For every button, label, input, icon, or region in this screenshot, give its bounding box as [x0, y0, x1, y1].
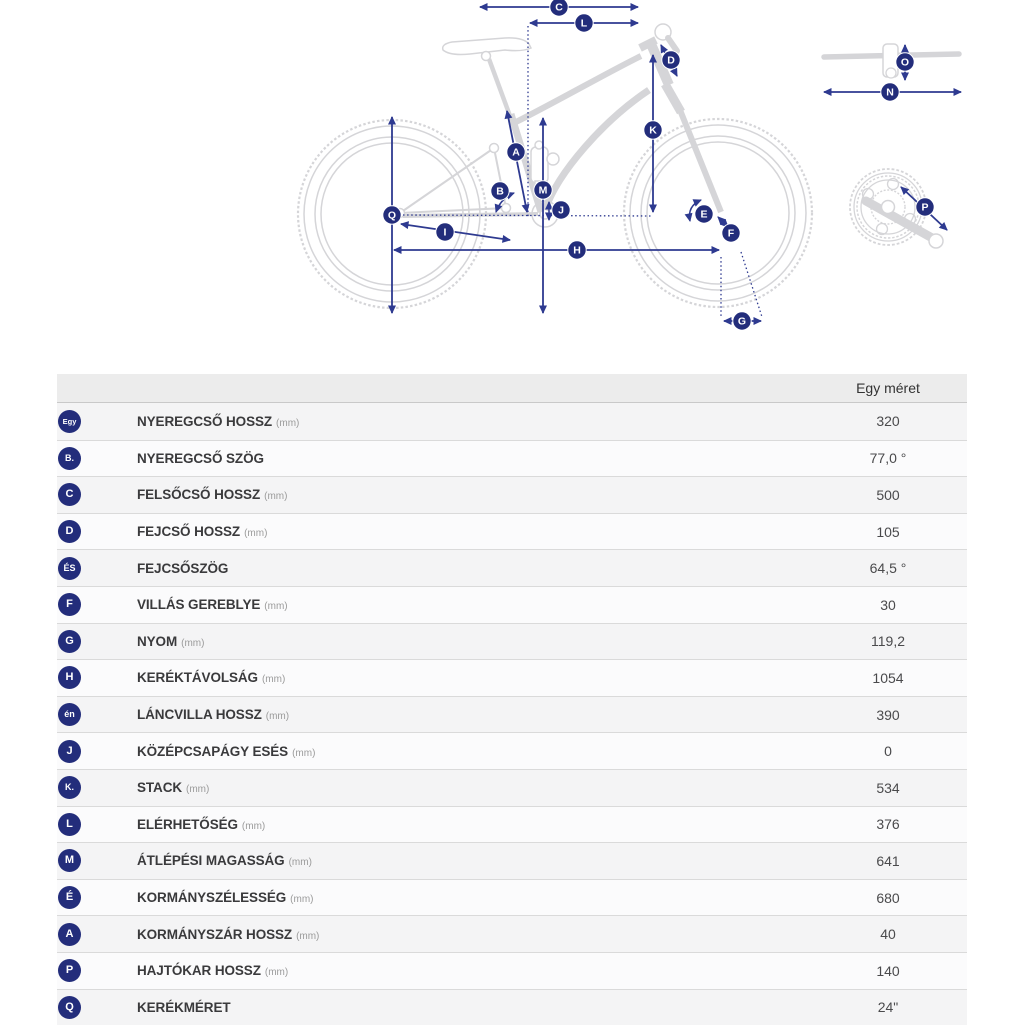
row-badge: É [58, 886, 81, 909]
table-row [57, 476, 967, 513]
label-cell [137, 1000, 809, 1015]
badge-cell [57, 813, 137, 836]
handlebar-top-view [824, 44, 959, 78]
diagram-badge-D [662, 51, 680, 69]
label-cell [137, 853, 809, 868]
svg-text:M: M [539, 185, 548, 197]
pivot [490, 144, 499, 153]
svg-text:G: G [738, 316, 746, 328]
diagram-badge-Q [383, 206, 401, 224]
label-cell [137, 597, 809, 612]
badge-cell [57, 849, 137, 872]
diagram-badge-M [534, 181, 552, 199]
row-unit: (mm) [244, 528, 267, 539]
bike-geometry-diagram [0, 0, 1024, 356]
row-badge: G [58, 630, 81, 653]
row-value: 77,0 ° [809, 450, 967, 466]
table-row [57, 549, 967, 586]
diagram-badge-J [552, 201, 570, 219]
diagram-badge-E [695, 205, 713, 223]
table-row [57, 842, 967, 879]
row-label: KORMÁNYSZÉLESSÉG [137, 890, 286, 905]
svg-text:N: N [886, 87, 894, 99]
row-badge: B. [58, 447, 81, 470]
badge-cell [57, 703, 137, 726]
row-value: 105 [809, 524, 967, 540]
row-label: STACK [137, 780, 182, 795]
row-unit: (mm) [262, 674, 285, 685]
row-badge: C [58, 483, 81, 506]
row-value: 680 [809, 890, 967, 906]
label-cell [137, 451, 809, 466]
svg-text:D: D [667, 55, 675, 67]
table-body [57, 403, 967, 1025]
dim-I [401, 224, 510, 240]
table-row [57, 879, 967, 916]
table-row [57, 403, 967, 440]
row-value: 1054 [809, 670, 967, 686]
diagram-badge-P [916, 198, 934, 216]
badge-cell [57, 776, 137, 799]
row-value: 500 [809, 487, 967, 503]
row-label: FELSŐCSŐ HOSSZ [137, 487, 260, 502]
svg-text:Q: Q [388, 210, 396, 222]
row-unit: (mm) [265, 967, 288, 978]
table-row [57, 659, 967, 696]
label-cell [137, 817, 809, 832]
down-tube [545, 90, 649, 210]
svg-text:E: E [700, 209, 707, 221]
svg-text:I: I [444, 227, 447, 239]
row-value: 320 [809, 413, 967, 429]
row-unit: (mm) [264, 491, 287, 502]
pivot [502, 204, 511, 213]
row-badge: A [58, 923, 81, 946]
badge-cell [57, 959, 137, 982]
row-value: 534 [809, 780, 967, 796]
row-unit: (mm) [186, 784, 209, 795]
row-badge: D [58, 520, 81, 543]
label-cell [137, 890, 809, 905]
row-label: KERÉKMÉRET [137, 1000, 231, 1015]
svg-text:B: B [496, 186, 504, 198]
badge-cell [57, 447, 137, 470]
row-label: NYEREGCSŐ HOSSZ [137, 414, 272, 429]
row-label: NYEREGCSŐ SZÖG [137, 451, 264, 466]
size-column-header: Egy méret [809, 380, 967, 396]
svg-text:K: K [649, 125, 657, 137]
table-row [57, 806, 967, 843]
label-cell [137, 561, 809, 576]
row-value: 64,5 ° [809, 560, 967, 576]
row-unit: (mm) [292, 748, 315, 759]
row-badge: én [58, 703, 81, 726]
table-row [57, 586, 967, 623]
table-row [57, 915, 967, 952]
label-cell [137, 744, 809, 759]
row-badge: J [58, 740, 81, 763]
row-value: 40 [809, 926, 967, 942]
seatpost [489, 59, 510, 116]
svg-text:L: L [581, 18, 588, 30]
row-badge: F [58, 593, 81, 616]
badge-cell [57, 740, 137, 763]
row-badge: M [58, 849, 81, 872]
row-unit: (mm) [289, 857, 312, 868]
row-label: LÁNCVILLA HOSSZ [137, 707, 262, 722]
saddle-clamp [482, 52, 491, 61]
diagram-badge-C [550, 0, 568, 16]
svg-text:H: H [573, 245, 581, 257]
badge-cell [57, 593, 137, 616]
row-badge: P [58, 959, 81, 982]
diagram-badge-F [722, 224, 740, 242]
table-row [57, 623, 967, 660]
badge-cell [57, 410, 137, 433]
svg-text:A: A [512, 147, 520, 159]
badge-cell [57, 996, 137, 1019]
row-label: KÖZÉPCSAPÁGY ESÉS [137, 744, 288, 759]
svg-text:J: J [558, 205, 564, 217]
badge-cell [57, 666, 137, 689]
row-value: 30 [809, 597, 967, 613]
badge-cell [57, 923, 137, 946]
row-unit: (mm) [276, 418, 299, 429]
row-label: KORMÁNYSZÁR HOSSZ [137, 927, 292, 942]
table-row [57, 952, 967, 989]
row-value: 0 [809, 743, 967, 759]
diagram-badge-O [896, 53, 914, 71]
badge-cell [57, 483, 137, 506]
fork-crown [665, 84, 681, 112]
row-label: FEJCSŐ HOSSZ [137, 524, 240, 539]
table-row [57, 989, 967, 1025]
row-value: 390 [809, 707, 967, 723]
geometry-table [57, 374, 967, 1025]
row-badge: H [58, 666, 81, 689]
row-label: ELÉRHETŐSÉG [137, 817, 238, 832]
label-cell [137, 927, 809, 942]
row-value: 641 [809, 853, 967, 869]
diagram-badge-B [491, 182, 509, 200]
diagram-badge-K [644, 121, 662, 139]
svg-text:F: F [728, 228, 735, 240]
row-value: 376 [809, 816, 967, 832]
row-label: KERÉKTÁVOLSÁG [137, 670, 258, 685]
row-unit: (mm) [266, 711, 289, 722]
row-unit: (mm) [181, 638, 204, 649]
row-label: ÁTLÉPÉSI MAGASSÁG [137, 853, 285, 868]
label-cell [137, 780, 809, 795]
row-unit: (mm) [290, 894, 313, 905]
diagram-badge-I [436, 223, 454, 241]
pedal-boss [929, 234, 943, 248]
label-cell [137, 963, 809, 978]
row-value: 119,2 [809, 633, 967, 649]
shock-reservoir [547, 153, 559, 165]
row-badge: K. [58, 776, 81, 799]
row-badge: ÉS [58, 557, 81, 580]
label-cell [137, 707, 809, 722]
svg-text:C: C [555, 2, 563, 14]
row-badge: Egy [58, 410, 81, 433]
badge-cell [57, 886, 137, 909]
row-unit: (mm) [264, 601, 287, 612]
table-row [57, 440, 967, 477]
diagram-badge-G [733, 312, 751, 330]
label-cell [137, 487, 809, 502]
row-badge: Q [58, 996, 81, 1019]
table-row [57, 696, 967, 733]
svg-text:P: P [921, 202, 928, 214]
label-cell [137, 634, 809, 649]
rear-shock [531, 147, 548, 183]
swingarm [400, 148, 506, 213]
chainstay [403, 214, 538, 216]
row-unit: (mm) [242, 821, 265, 832]
table-row [57, 769, 967, 806]
label-cell [137, 524, 809, 539]
table-row [57, 513, 967, 550]
table-row [57, 732, 967, 769]
diagram-badge-L [575, 14, 593, 32]
row-label: VILLÁS GEREBLYE [137, 597, 260, 612]
diagram-badge-N [881, 83, 899, 101]
label-cell [137, 670, 809, 685]
row-label: HAJTÓKAR HOSSZ [137, 963, 261, 978]
row-badge: L [58, 813, 81, 836]
grip [668, 38, 677, 51]
row-label: NYOM [137, 634, 177, 649]
table-header-row [57, 374, 967, 403]
diagram-badge-A [507, 143, 525, 161]
crank-axle [882, 201, 895, 214]
row-value: 24" [809, 999, 967, 1015]
diagram-badge-H [568, 241, 586, 259]
row-value: 140 [809, 963, 967, 979]
badge-cell [57, 630, 137, 653]
row-unit: (mm) [296, 931, 319, 942]
badge-cell [57, 520, 137, 543]
badge-cell [57, 557, 137, 580]
svg-text:O: O [901, 57, 909, 69]
row-label: FEJCSŐSZÖG [137, 561, 228, 576]
label-cell [137, 414, 809, 429]
